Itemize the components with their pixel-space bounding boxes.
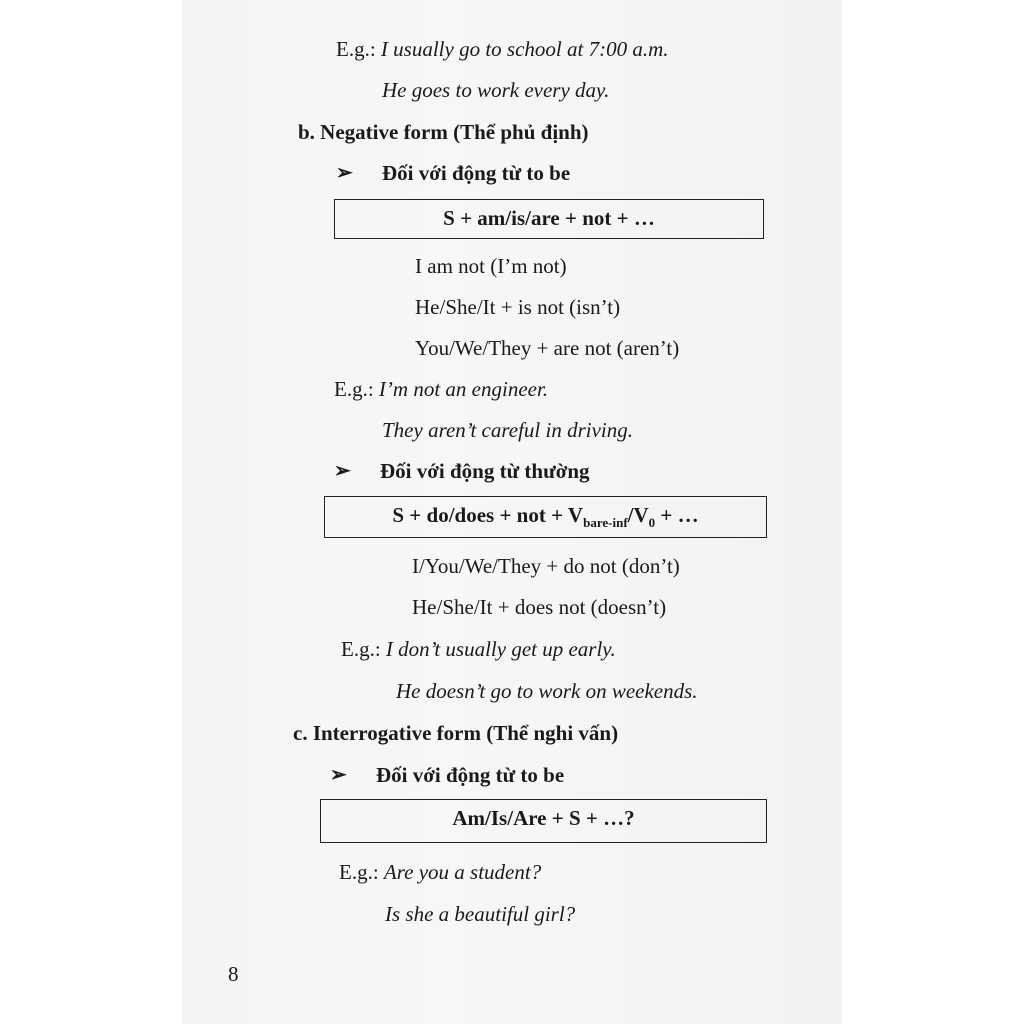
arrow-bullet-icon: ➢ [334,460,351,482]
section-heading-negative: b. Negative form (Thể phủ định) [298,120,589,144]
rule-line: I/You/We/They + do not (don’t) [412,554,680,578]
example-sentence: I usually go to school at 7:00 a.m. [380,37,669,61]
section-heading-interrogative: c. Interrogative form (Thể nghi vấn) [293,721,619,745]
example-label: E.g.: [341,637,381,661]
rule-line: He/She/It + does not (doesn’t) [412,595,667,619]
example-sentence: They aren’t careful in driving. [382,418,633,442]
example-3 [341,636,616,662]
example-1 [336,36,668,62]
formula-box [320,799,767,843]
example-sentence: He doesn’t go to work on weekends. [396,679,698,703]
formula-box [334,199,764,239]
page-number: 8 [228,962,239,986]
formula-box [324,496,767,538]
formula-text: S + do/does + not + $V_{bare-inf}/V_0$ + … [392,503,699,530]
formula-text: S + am/is/are + not + … [443,206,655,230]
example-sentence: Are you a student? [383,860,542,884]
example-4 [339,859,541,885]
rule-line: You/We/They + are not (aren’t) [415,336,680,360]
example-2 [334,376,548,402]
arrow-bullet-icon: ➢ [336,162,353,184]
example-label: E.g.: [339,860,379,884]
subheading-to-be: Đối với động từ to be [382,161,571,185]
example-sentence: Is she a beautiful girl? [385,902,576,926]
example-sentence: I don’t usually get up early. [385,637,616,661]
example-sentence: I’m not an engineer. [378,377,549,401]
example-sentence: He goes to work every day. [382,78,610,102]
rule-line: He/She/It + is not (isn’t) [415,295,621,319]
formula-text: Am/Is/Are + S + …? [452,806,635,830]
rule-line: I am not (I’m not) [415,254,567,278]
example-label: E.g.: [334,377,374,401]
subheading-ordinary-verb: Đối với động từ thường [380,459,590,483]
subheading-to-be: Đối với động từ to be [376,763,565,787]
example-label: E.g.: [336,37,376,61]
arrow-bullet-icon: ➢ [330,764,347,786]
